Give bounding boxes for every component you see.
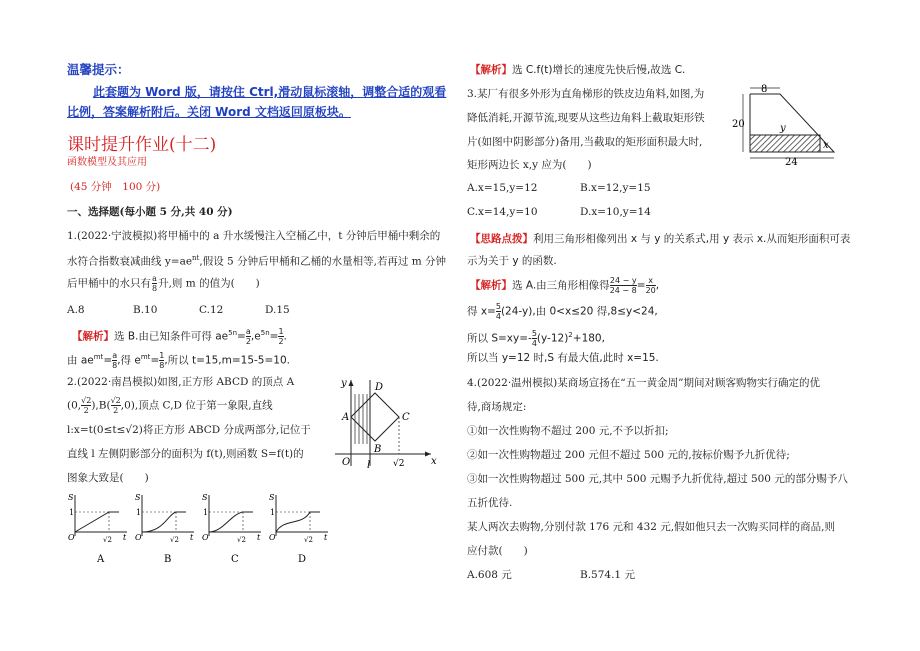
graph-s-label: S [269,493,275,502]
graph-s-label: S [68,493,74,502]
q3-trapezoid-figure [732,84,852,166]
q1-an1-sup: 5n [228,329,238,337]
q2-line-2 [67,396,273,415]
q3-line-3: 片(如图中阴影部分)备用,当截取的矩形面积最大时, [467,136,703,148]
q1-line-2-b: ,假设 5 分钟后甲桶和乙桶的水量相等,若再过 m 分钟 [199,255,447,268]
q1-an1-c-sup: 5n [260,329,270,337]
q3-analysis-2 [467,302,658,321]
label-left: 20 [732,119,745,130]
q1-line-2-a: 水符合指数衰减曲线 y=ae [67,255,193,268]
q2-frac2-den: 2 [113,406,119,415]
time-score: (45 分钟 100 分) [70,181,161,193]
label-a: A [342,412,350,423]
q3-an1-den: 24 − 8 [609,286,637,295]
graph-t-label: t [190,533,194,542]
q1-analysis-1: 【解析】选 B.由已知条件可得 $ae^{5n}=$ $\frac{a}{2}$ $,e^{5n}=$ $\frac{1}{2}$ . [72,327,287,346]
q3-an2-num: 5 [495,302,501,311]
q3-an3-b: (y-12) [536,332,569,345]
q2-l2-a: (0, [67,399,82,412]
graph-t-label: t [123,533,127,542]
q4-line-4: ②如一次性购物超过 200 元但不超过 500 元的,按标价赐予九折优待; [467,449,790,461]
q3-analysis-3 [467,327,605,348]
q4-line-6: 五折优待. [467,497,513,509]
graph-choice-label: B [164,554,172,565]
q3-analysis-tag: 【解析】 [470,279,512,292]
q2-analysis-text: 选 C.f(t)增长的速度先快后慢,故选 C. [512,64,686,76]
q1-an2-a: 由 ae [67,354,94,367]
q4-option-b: B.574.1 元 [580,569,635,581]
q1-option-b: B.10 [133,304,158,316]
q1-frac-num: a [152,274,157,283]
answer-graph-c [201,492,265,570]
label-top: 8 [761,84,768,95]
q3-line-1: 3.某厂有很多外形为直角梯形的铁皮边角料,如图,为 [467,88,705,100]
q1-line-2 [67,250,446,270]
q2-analysis [470,62,685,78]
graph-curve [75,512,119,532]
q1-an1-fb-num: 1 [278,327,284,336]
q2-frac1-den: 2 [83,406,89,415]
q1-an1-c: ,e [250,330,261,343]
label-d: D [375,382,384,393]
label-root2: √2 [393,459,405,469]
q3-hint-text-1: 利用三角形相像列出 x 与 y 的关系式,用 y 表示 x.从而矩形面积可表 [533,233,851,245]
graph-root2-label: √2 [170,536,179,544]
q3-analysis-1: 【解析】选 A.由三角形相像得 $\frac{24 - y}{24 - 8}$ = $\frac{x}{20}$ , [470,276,660,295]
graph-choice-label: D [298,554,307,565]
q3-an2-den: 4 [495,312,501,321]
y-label: y [341,378,347,389]
q1-an1-a: 选 B.由已知条件可得 ae [114,330,229,343]
q1-line-3-a: 后甲桶中的水只有 [67,277,151,290]
tip-line-1: 此套题为 Word 版，请按住 Ctrl,滑动鼠标滚轴，调整合适的观看 [93,85,447,99]
q1-line-3-b: 升,则 m 的值为( ) [158,277,260,290]
q3-an3-a: 所以 S=xy=- [467,332,532,345]
q3-an3-den: 4 [531,339,537,348]
graph-o-label: O [135,533,142,542]
q3-an3-sup: 2 [568,331,573,339]
q1-an1-fb-den: 2 [278,337,284,346]
label-x: x [823,140,829,151]
graph-o-label: O [202,533,209,542]
q3-hint-1 [470,231,850,247]
q3-an1-num: 24 − y [609,276,637,285]
graph-curve [276,512,320,532]
label-b: B [374,444,382,455]
q2-answer-graphs [67,492,337,572]
page-title: 课时提升作业(十二) [67,135,217,155]
q3-an2-b: (24-y),由 0<x≤20 得,8≤y<24, [500,305,658,318]
section-heading: 一、选择题(每小题 5 分,共 40 分) [67,206,233,218]
label-c: C [402,412,410,423]
q1-an2-fb-den: 8 [159,361,165,370]
graph-choice-label: C [231,554,239,565]
q1-exp: nt [192,254,200,262]
graph-root2-label: √2 [304,536,313,544]
q2-l2-c: ,0),顶点 C,D 位于第一象限,直线 [120,399,273,412]
q2-l2-b: ),B( [91,399,111,412]
q3-an1-a: 选 A.由三角形相像得 [512,279,610,292]
q2-frac2-num: √2 [110,396,121,405]
graph-one-label: 1 [203,508,209,517]
q2-line-1: 2.(2022·南昌模拟)如图,正方形 ABCD 的顶点 A [67,376,295,388]
q4-line-8: 应付款( ) [467,545,528,557]
q1-option-a: A.8 [67,304,85,316]
q3-an1-den2: 20 [645,286,656,295]
q4-line-1: 4.(2022·温州模拟)某商场宣扬在“五一黄金周”期间对顾客购物实行确定的优 [467,377,821,389]
q4-line-2: 待,商场规定: [467,401,527,413]
graph-curve [142,512,186,532]
shaded-rectangle [750,135,820,152]
q2-line-3: l:x=t(0≤t≤√2)将正方形 ABCD 分成两部分,记位于 [67,424,311,436]
q2-square-figure [333,374,443,470]
answer-graph-d [268,492,332,570]
q1-an2-fb-num: 1 [159,351,165,360]
tip-line-2: 比例，答案解析附后。关闭 Word 文档返回原板块。 [67,105,351,119]
graph-root2-label: √2 [237,536,246,544]
q3-hint-tag: 【思路点拨】 [470,233,533,245]
graph-s-label: S [135,493,141,502]
q3-option-a: A.x=15,y=12 [467,182,538,194]
graph-root2-label: √2 [103,536,112,544]
q1-an1-b: = [237,330,246,343]
shaded-region [351,393,399,444]
tip-heading: 温馨提示： [67,62,130,77]
q1-an2-fa-den: 8 [112,361,118,370]
graph-one-label: 1 [136,508,142,517]
q3-option-d: D.x=10,y=14 [580,206,651,218]
q1-line-3 [67,274,260,293]
subtitle: 函数模型及其应用 [67,157,147,168]
q4-line-7: 某人两次去购物,分别付款 176 元和 432 元,假如他只去一次购买同样的商品,则 [467,521,835,533]
label-l: l [367,460,371,470]
q1-an1-d: = [269,330,279,343]
q2-line-5: 图象大致是( ) [67,472,149,484]
x-label: x [431,456,437,467]
q3-an2-a: 得 x= [467,305,496,318]
graph-one-label: 1 [69,508,75,517]
q1-an2-e: ,所以 t=15,m=15-5=10. [164,354,290,367]
q1-frac-den: 8 [152,284,158,293]
q1-line-1: 1.(2022·宁波模拟)将甲桶中的 a 升水缓慢注入空桶乙中，t 分钟后甲桶中剩余的 [67,230,441,242]
graph-t-label: t [257,533,261,542]
q3-analysis-4: 所以当 y=12 时,S 有最大值,此时 x=15. [467,352,659,364]
q4-line-5: ③如一次性购物超过 500 元,其中 500 元赐予九折优待,超过 500 元的部分赐予八 [467,473,848,485]
y-axis-arrow [349,380,354,386]
q1-an2-sup: mt [93,353,104,361]
q1-option-d: D.15 [265,304,290,316]
graph-s-label: S [202,493,208,502]
q3-an3-num: 5 [531,329,537,338]
graph-curve [209,512,253,532]
q1-an2-d: = [150,354,160,367]
q1-an2-fa-num: a [112,351,118,360]
graph-o-label: O [269,533,276,542]
q4-line-3: ①如一次性购物不超过 200 元,不予以折扣; [467,425,669,437]
q1-an2-c-sup: mt [140,353,151,361]
label-bottom: 24 [785,157,798,166]
q3-an1-num2: x [646,276,656,286]
answer-graph-b [134,492,198,570]
label-y: y [780,123,786,134]
graph-choice-label: A [97,554,105,565]
q3-option-c: C.x=14,y=10 [467,206,538,218]
q1-an1-fa-num: a [245,327,251,336]
q3-an1-eq: = [636,279,646,292]
graph-one-label: 1 [270,508,276,517]
graph-o-label: O [68,533,75,542]
q1-analysis-tag: 【解析】 [72,330,114,343]
q2-line-4: 直线 l 左侧阴影部分的面积为 f(t),则函数 S=f(t)的 [67,448,304,460]
q3-option-b: B.x=12,y=15 [580,182,651,194]
q4-option-a: A.608 元 [467,569,512,581]
q1-an2-c: ,得 e [117,354,141,367]
q3-an3-c: +180, [572,332,605,345]
q1-an2-b: = [103,354,113,367]
q1-option-c: C.12 [199,304,224,316]
q3-line-4: 矩形两边长 x,y 应为( ) [467,159,592,171]
q3-hint-2: 示为关于 y 的函数. [467,255,557,267]
answer-graph-a [67,492,131,570]
q1-an1-fa-den: 2 [245,337,251,346]
q2-analysis-tag: 【解析】 [470,64,512,76]
q1-analysis-2 [67,349,290,370]
q3-line-2: 降低消耗,开源节流,现要从这些边角料上截取矩形铁 [467,112,705,124]
q2-frac1-num: √2 [81,396,92,405]
graph-t-label: t [324,533,328,542]
label-o: O [342,457,351,468]
